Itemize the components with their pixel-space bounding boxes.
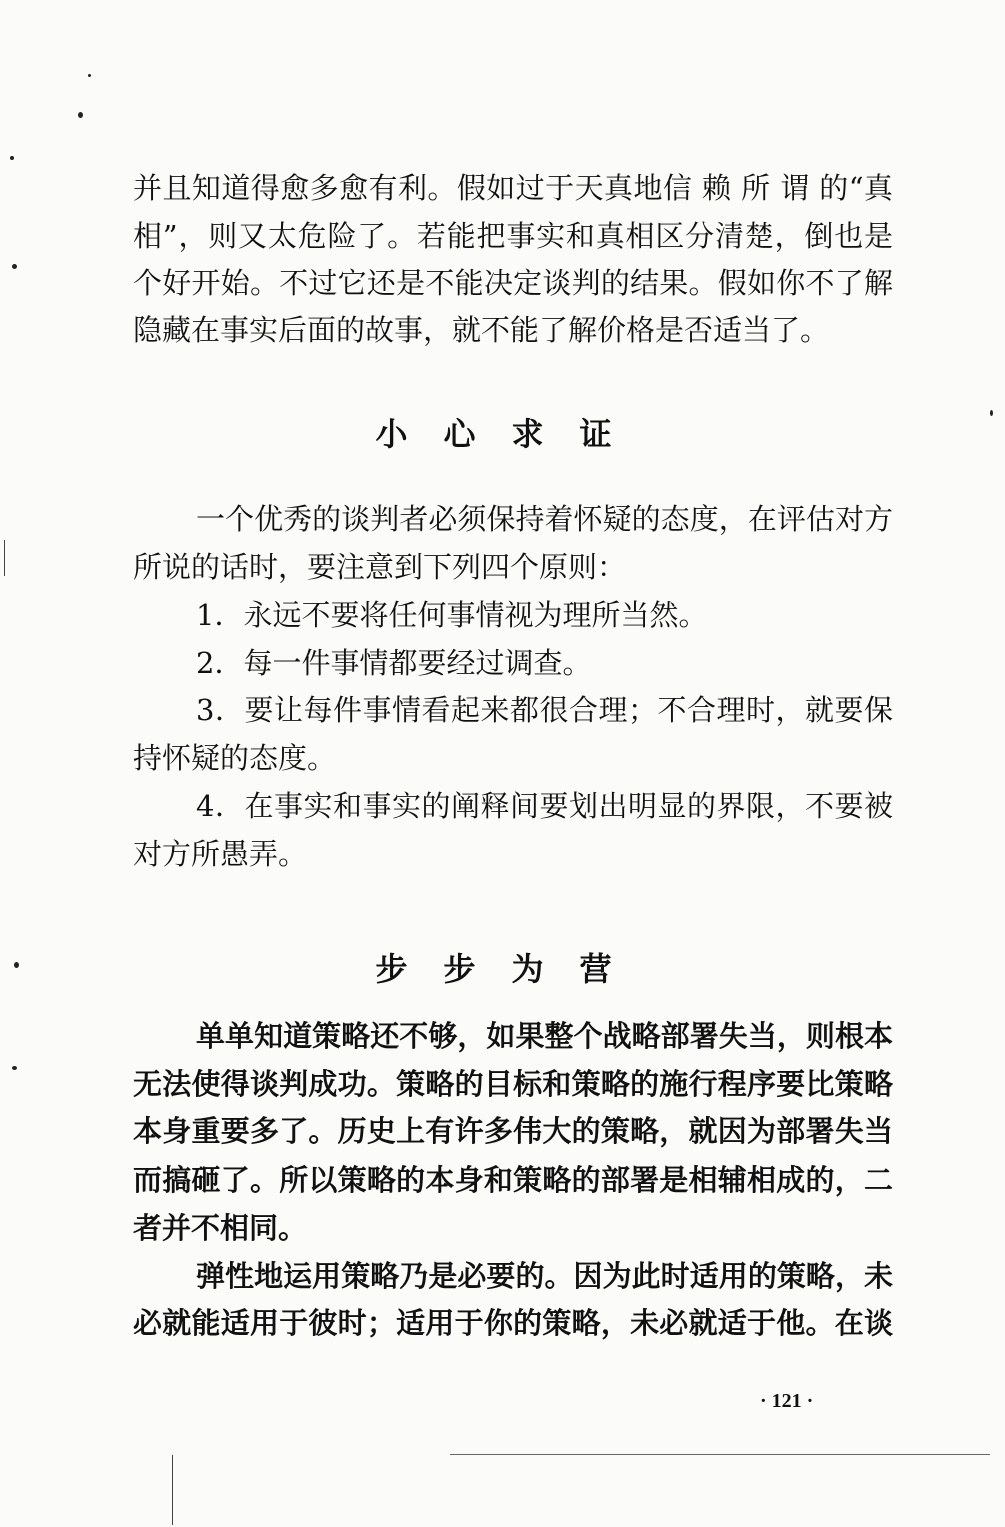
principle-4: 4．在事实和事实的阐释间要划出明显的界限，不要被 xyxy=(196,789,893,823)
section-heading-2: 步步为营 xyxy=(375,950,648,988)
principle-2: 2．每一件事情都要经过调查。 xyxy=(196,646,592,680)
scan-edge-line xyxy=(172,1455,173,1525)
section2-line-4: 而搞砸了。所以策略的本身和策略的部署是相辅相成的，二 xyxy=(133,1163,893,1197)
scan-speck xyxy=(10,156,14,160)
section2-line-5: 者并不相同。 xyxy=(133,1211,308,1245)
scan-edge-line xyxy=(4,540,5,576)
principle-3-cont: 持怀疑的态度。 xyxy=(133,741,337,775)
principle-4-cont: 对方所愚弄。 xyxy=(133,837,308,871)
section2-line-3: 本身重要多了。历史上有许多伟大的策略，就因为部署失当 xyxy=(133,1114,893,1148)
section-heading-1: 小心求证 xyxy=(375,415,648,453)
scan-speck xyxy=(88,74,91,77)
section2-line-6: 弹性地运用策略乃是必要的。因为此时适用的策略，未 xyxy=(196,1259,893,1293)
intro-line-3: 个好开始。不过它还是不能决定谈判的结果。假如你不了解 xyxy=(133,266,893,300)
scan-speck xyxy=(12,264,17,269)
intro-line-2: 相”，则又太危险了。若能把事实和真相区分清楚，倒也是 xyxy=(133,219,893,253)
page-number: · 121 · xyxy=(760,1390,814,1412)
section2-line-1: 单单知道策略还不够，如果整个战略部署失当，则根本 xyxy=(196,1019,893,1053)
section1-line-1: 一个优秀的谈判者必须保持着怀疑的态度，在评估对方 xyxy=(196,502,893,536)
section1-line-2: 所说的话时，要注意到下列四个原则： xyxy=(133,550,627,584)
principle-3: 3．要让每件事情看起来都很合理；不合理时，就要保 xyxy=(196,693,893,727)
scan-speck xyxy=(12,1066,17,1070)
scan-bottom-rule xyxy=(450,1454,990,1455)
intro-line-4: 隐藏在事实后面的故事，就不能了解价格是否适当了。 xyxy=(133,313,830,347)
principle-1: 1．永远不要将任何事情视为理所当然。 xyxy=(196,598,708,632)
section2-line-7: 必就能适用于彼时；适用于你的策略，未必就适于他。在谈 xyxy=(133,1306,893,1340)
section2-line-2: 无法使得谈判成功。策略的目标和策略的施行程序要比策略 xyxy=(133,1067,893,1101)
intro-line-1: 并且知道得愈多愈有利。假如过于天真地信 赖 所 谓 的“真 xyxy=(133,171,893,205)
scan-speck xyxy=(78,112,83,118)
